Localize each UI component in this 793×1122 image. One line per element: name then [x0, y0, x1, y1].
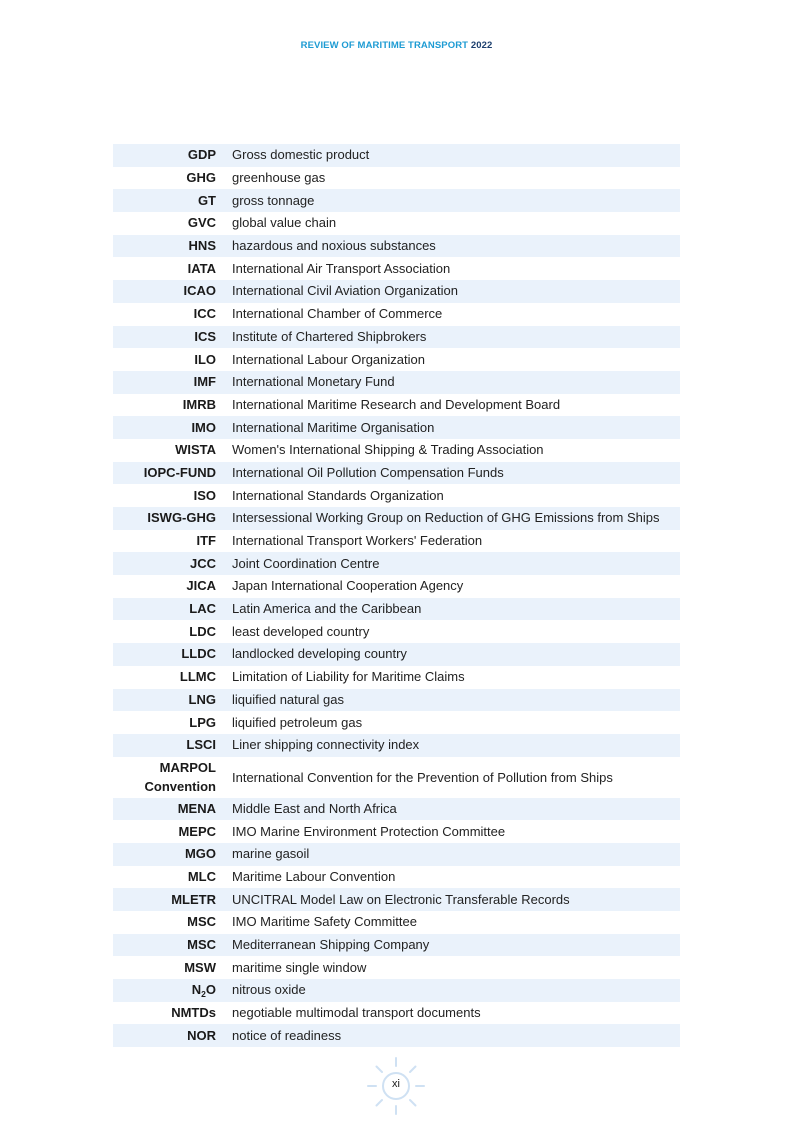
- abbreviation: GDP: [113, 144, 232, 167]
- table-row: [113, 866, 680, 889]
- table-row: [113, 575, 680, 598]
- definition: International Monetary Fund: [232, 371, 680, 394]
- definition: least developed country: [232, 623, 370, 639]
- definition: International Air Transport Association: [232, 260, 451, 276]
- table-row: [113, 530, 680, 553]
- abbreviation-line: MARPOL: [159, 760, 216, 776]
- definition: negotiable multimodal transport documents: [232, 1005, 481, 1021]
- abbreviation: LAC: [113, 598, 232, 621]
- table-row: [113, 643, 680, 666]
- definition: UNCITRAL Model Law on Electronic Transferable Records: [232, 888, 680, 911]
- abbreviation: LDC: [189, 623, 216, 639]
- table-row: [113, 666, 680, 689]
- definition: Joint Coordination Centre: [232, 552, 680, 575]
- abbreviation: MSW: [184, 959, 216, 975]
- table-row: [113, 394, 680, 417]
- definition: International Oil Pollution Compensation Funds: [232, 462, 680, 485]
- abbreviation: ISO: [193, 487, 216, 503]
- definition: International Convention for the Prevention of Pollution from Ships: [232, 769, 613, 785]
- table-row: [113, 1002, 680, 1025]
- definition: Gross domestic product: [232, 144, 680, 167]
- definition: International Transport Workers' Federation: [232, 533, 483, 549]
- abbreviation-part: N: [191, 982, 202, 998]
- table-row: [113, 1024, 680, 1047]
- abbreviation: LLDC: [113, 643, 232, 666]
- table-row: [113, 979, 680, 1002]
- abbreviations-table: [113, 144, 680, 1047]
- abbreviation: ITF: [196, 533, 216, 549]
- definition: International Civil Aviation Organization: [232, 280, 680, 303]
- definition: Institute of Chartered Shipbrokers: [232, 326, 680, 349]
- table-row: [113, 934, 680, 957]
- table-row: [113, 507, 680, 530]
- definition: notice of readiness: [232, 1024, 680, 1047]
- table-row: [113, 371, 680, 394]
- table-row: [113, 416, 680, 439]
- definition: liquified petroleum gas: [232, 714, 363, 730]
- table-row: [113, 348, 680, 371]
- definition: Liner shipping connectivity index: [232, 734, 680, 757]
- definition: International Labour Organization: [232, 351, 425, 367]
- definition: Women's International Shipping & Trading Association: [232, 442, 544, 458]
- table-row: [113, 484, 680, 507]
- definition: liquified natural gas: [232, 689, 680, 712]
- definition: IMO Maritime Safety Committee: [232, 914, 417, 930]
- abbreviation-part: O: [205, 982, 216, 998]
- table-row: [113, 439, 680, 462]
- running-header-title: REVIEW OF MARITIME TRANSPORT: [300, 40, 469, 51]
- abbreviation: MLC: [187, 868, 216, 884]
- abbreviation: ICC: [193, 306, 216, 322]
- abbreviation: GVC: [187, 215, 216, 231]
- definition: Limitation of Liability for Maritime Claims: [232, 669, 465, 685]
- abbreviation-subscript: 2: [201, 989, 206, 1000]
- table-row: [113, 257, 680, 280]
- definition: greenhouse gas: [232, 170, 326, 186]
- table-row: [113, 212, 680, 235]
- definition: Latin America and the Caribbean: [232, 598, 680, 621]
- definition: Mediterranean Shipping Company: [232, 934, 680, 957]
- definition: Middle East and North Africa: [232, 798, 680, 821]
- table-row: [113, 843, 680, 866]
- abbreviation: IOPC-FUND: [113, 462, 232, 485]
- abbreviation: [113, 979, 232, 1002]
- abbreviation: MLETR: [113, 888, 232, 911]
- table-row: [113, 235, 680, 258]
- definition: gross tonnage: [232, 189, 680, 212]
- abbreviation: LSCI: [113, 734, 232, 757]
- abbreviation: MEPC: [178, 823, 216, 839]
- abbreviation: IATA: [187, 260, 216, 276]
- table-row: [113, 620, 680, 643]
- table-row: [113, 326, 680, 349]
- definition: International Standards Organization: [232, 487, 444, 503]
- table-row: [113, 689, 680, 712]
- abbreviation: MGO: [113, 843, 232, 866]
- definition: International Maritime Research and Development Board: [232, 396, 561, 412]
- table-row: [113, 820, 680, 843]
- abbreviation: GHG: [186, 170, 216, 186]
- table-row: [113, 598, 680, 621]
- table-row: [113, 303, 680, 326]
- abbreviation: ISWG-GHG: [113, 507, 232, 530]
- definition: landlocked developing country: [232, 643, 680, 666]
- running-header-year: 2022: [470, 40, 493, 51]
- abbreviation: ICAO: [113, 280, 232, 303]
- abbreviation: JICA: [186, 578, 216, 594]
- table-row: [113, 734, 680, 757]
- abbreviation: NOR: [113, 1024, 232, 1047]
- page-number: xi: [392, 1078, 400, 1090]
- table-row: [113, 462, 680, 485]
- table-row: [113, 552, 680, 575]
- table-row: [113, 280, 680, 303]
- definition: Intersessional Working Group on Reduction of GHG Emissions from Ships: [232, 507, 680, 530]
- definition: maritime single window: [232, 959, 367, 975]
- abbreviation: IMRB: [182, 396, 216, 412]
- abbreviation-line: Convention: [144, 779, 216, 795]
- abbreviation: NMTDs: [171, 1005, 216, 1021]
- table-row: [113, 144, 680, 167]
- abbreviation: LNG: [113, 689, 232, 712]
- definition: Japan International Cooperation Agency: [232, 578, 464, 594]
- table-row: [113, 911, 680, 934]
- abbreviation: IMO: [113, 416, 232, 439]
- abbreviation: LLMC: [179, 669, 216, 685]
- table-row: [113, 167, 680, 190]
- definition: International Chamber of Commerce: [232, 306, 443, 322]
- abbreviation: GT: [113, 189, 232, 212]
- abbreviation: IMF: [113, 371, 232, 394]
- abbreviation: MSC: [187, 914, 216, 930]
- abbreviation: JCC: [113, 552, 232, 575]
- table-row: [113, 757, 680, 798]
- definition: International Maritime Organisation: [232, 416, 680, 439]
- definition: global value chain: [232, 215, 337, 231]
- abbreviation: ILO: [194, 351, 216, 367]
- abbreviation: [113, 757, 232, 798]
- table-row: [113, 888, 680, 911]
- table-row: [113, 798, 680, 821]
- definition: IMO Marine Environment Protection Committee: [232, 823, 506, 839]
- table-row: [113, 956, 680, 979]
- running-header: [0, 40, 793, 51]
- definition: Maritime Labour Convention: [232, 868, 396, 884]
- definition: nitrous oxide: [232, 979, 680, 1002]
- abbreviation: MENA: [113, 798, 232, 821]
- abbreviation: LPG: [189, 714, 216, 730]
- table-row: [113, 711, 680, 734]
- definition: hazardous and noxious substances: [232, 235, 680, 258]
- abbreviation: WISTA: [175, 442, 216, 458]
- abbreviation: MSC: [113, 934, 232, 957]
- definition: marine gasoil: [232, 843, 680, 866]
- abbreviation: HNS: [113, 235, 232, 258]
- abbreviation: ICS: [113, 326, 232, 349]
- table-row: [113, 189, 680, 212]
